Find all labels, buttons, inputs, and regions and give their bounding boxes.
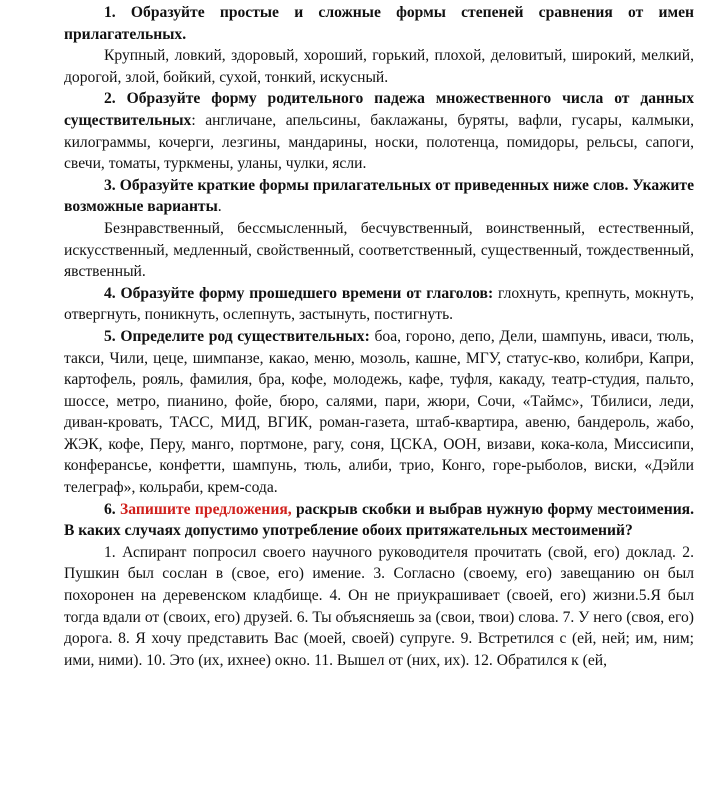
task-4: [64, 283, 694, 326]
task-3-heading: 3. Образуйте краткие формы прилагательных от приведенных ниже слов. Укажите возможные варианты: [64, 176, 694, 216]
task-5-words: боа, гороно, депо, Дели, шампунь, иваси, тюль, такси, Чили, цеце, шимпанзе, какао, меню, мозоль, кашне, МГУ, статус-кво, колибри, Капри, картофель, рояль, фамилия, бра, кофе, молодежь, кафе, туфля, какаду, театр-студия, пальто, шоссе, метро, пианино, фойе, бюро, салями, пари, жюри, Сочи, «Таймс», Тбилиси, леди, диван-кровать, ТАСС, МИД, ВГИК, роман-газета, штаб-квартира, авеню, бандероль, жабо, ЖЭК, кофе, Перу, манго, портмоне, рагу, соня, ЦСКА, ООН, визави, кока-кола, Миссисипи, конферансье, конфетти, шампунь, тюль, алиби, трио, Конго, горе-рыболов, виски, «Дэйли телеграф», кольраби, крем-сода.: [64, 327, 694, 497]
task-6-heading-red: Запишите предложения,: [120, 500, 292, 518]
task-5: [64, 326, 694, 499]
task-6-number: 6.: [104, 500, 121, 518]
task-3-title-end: .: [217, 198, 222, 216]
task-2-words: : англичане, апельсины, баклажаны, буряты, вафли, гусары, калмыки, килограммы, кочерги, лезгины, мандарины, носки, полотенца, помидоры, рельсы, сапоги, свечи, томаты, туркмены, уланы, чулки, ясли.: [64, 111, 694, 173]
task-6-heading-rest: раскрыв скобки и выбрав нужную форму местоимения. В каких случаях допустимо употребление обоих притяжательных местоимений?: [64, 500, 695, 540]
task-3-words: Безнравственный, бессмысленный, бесчувственный, воинственный, естественный, искусственный, медленный, свойственный, соответственный, существенный, тождественный, явственный.: [64, 219, 694, 281]
task-6-title: [64, 499, 694, 542]
task-2: [64, 88, 694, 174]
task-1-heading: 1. Образуйте простые и сложные формы степеней сравнения от имен прилагательных.: [64, 4, 694, 43]
task-1-words: Крупный, ловкий, здоровый, хороший, горький, плохой, деловитый, широкий, мелкий, дорогой, злой, бойкий, сухой, тонкий, искусный.: [64, 47, 694, 86]
task-1-title: [64, 2, 694, 45]
task-6-sentences: 1. Аспирант попросил своего научного руководителя прочитать (свой, его) доклад. 2. Пушкин был сослан в (свое, его) имение. 3. Согласно (своему, его) завещанию он был похоронен на деревенском кладбище. 4. Он не приукрашивает (своей, его) жизни.5.Я был тогда вдали от (своих, его) друзей. 6. Ты объясняешь за (свои, твои) слова. 7. У него (своя, его) дорога. 8. Я хочу представить Вас (моей, своей) супруге. 9. Встретился с (ей, ней; им, ним; ими, ними). 10. Это (их, ихнее) окно. 11. Вышел от (них, их). 12. Обратился к (ей,: [64, 543, 694, 669]
task-5-heading: 5. Определите род существительных:: [104, 327, 370, 345]
task-3-title: [64, 175, 694, 218]
task-4-heading: 4. Образуйте форму прошедшего времени от глаголов:: [104, 284, 494, 302]
task-2-heading: 2. Образуйте форму родительного падежа множественного числа от данных существительных: [64, 90, 694, 129]
task-4-words: глохнуть, крепнуть, мокнуть, отвергнуть, поникнуть, ослепнуть, застынуть, постигнуть.: [64, 284, 694, 324]
